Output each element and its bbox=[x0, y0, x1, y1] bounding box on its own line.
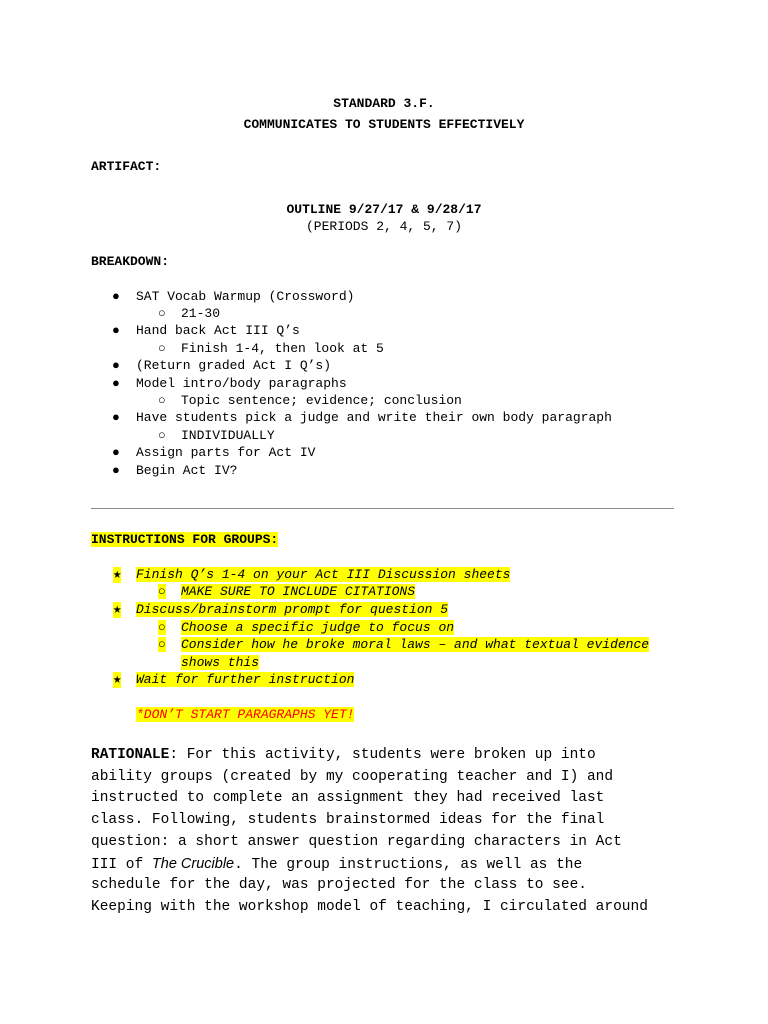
instruction-item: Consider how he broke moral laws – and what textual evidence bbox=[181, 637, 650, 652]
list-item: Have students pick a judge and write their own body paragraph bbox=[136, 410, 612, 425]
standard-heading: STANDARD 3.F. bbox=[333, 96, 435, 111]
list-item: INDIVIDUALLY bbox=[181, 428, 275, 443]
sub-bullet-icon: ○ bbox=[158, 393, 166, 408]
rationale-line: instructed to complete an assignment they had received last bbox=[91, 790, 605, 807]
horizontal-divider bbox=[91, 508, 674, 509]
instruction-item: Choose a specific judge to focus on bbox=[181, 620, 455, 635]
paragraph-warning: *DON’T START PARAGRAPHS YET! bbox=[136, 707, 355, 722]
list-item: Model intro/body paragraphs bbox=[136, 376, 347, 391]
rationale-label: RATIONALE bbox=[91, 747, 170, 763]
list-item: Assign parts for Act IV bbox=[136, 445, 316, 460]
outline-title: OUTLINE 9/27/17 & 9/28/17 bbox=[286, 202, 482, 217]
list-item: Begin Act IV? bbox=[136, 463, 238, 478]
bullet-icon: ● bbox=[112, 289, 120, 304]
rationale-line: class. Following, students brainstormed ideas for the final bbox=[91, 812, 605, 829]
star-icon: ★ bbox=[113, 602, 122, 618]
list-item: 21-30 bbox=[181, 306, 221, 321]
sub-bullet-icon: ○ bbox=[158, 341, 166, 356]
sub-bullet-icon: ○ bbox=[158, 637, 166, 652]
bullet-icon: ● bbox=[112, 376, 120, 391]
rationale-line: ability groups (created by my cooperating teacher and I) and bbox=[91, 768, 614, 785]
instruction-item: Wait for further instruction bbox=[136, 672, 355, 687]
bullet-icon: ● bbox=[112, 410, 120, 425]
periods-text: (PERIODS 2, 4, 5, 7) bbox=[305, 219, 463, 234]
rationale-line: schedule for the day, was projected for the class to see. bbox=[91, 877, 587, 894]
book-title: The Crucible bbox=[151, 855, 235, 872]
sub-bullet-icon: ○ bbox=[158, 620, 166, 635]
star-icon: ★ bbox=[113, 672, 122, 688]
instruction-item: MAKE SURE TO INCLUDE CITATIONS bbox=[181, 584, 416, 599]
list-item: Hand back Act III Q’s bbox=[136, 323, 300, 338]
bullet-icon: ● bbox=[112, 445, 120, 460]
list-item: Topic sentence; evidence; conclusion bbox=[181, 393, 462, 408]
instructions-label-text: INSTRUCTIONS FOR GROUPS: bbox=[91, 532, 279, 547]
bullet-icon: ● bbox=[112, 463, 120, 478]
instruction-item: Discuss/brainstorm prompt for question 5 bbox=[136, 602, 449, 617]
instructions-label bbox=[91, 531, 278, 549]
artifact-label: ARTIFACT: bbox=[91, 159, 162, 174]
list-item: SAT Vocab Warmup (Crossword) bbox=[136, 289, 355, 304]
sub-bullet-icon: ○ bbox=[158, 306, 166, 321]
instruction-item: shows this bbox=[181, 655, 260, 670]
breakdown-label: BREAKDOWN: bbox=[91, 254, 170, 269]
list-item: (Return graded Act I Q’s) bbox=[136, 358, 332, 373]
rationale-line: question: a short answer question regarding characters in Act bbox=[91, 833, 622, 850]
bullet-icon: ● bbox=[112, 323, 120, 338]
rationale-line: III of The Crucible. The group instructions, as well as the bbox=[91, 855, 583, 873]
sub-bullet-icon: ○ bbox=[158, 428, 166, 443]
star-icon: ★ bbox=[113, 567, 122, 583]
list-item: Finish 1-4, then look at 5 bbox=[181, 341, 384, 356]
instruction-item: Finish Q’s 1-4 on your Act III Discussion sheets bbox=[136, 567, 511, 582]
bullet-icon: ● bbox=[112, 358, 120, 373]
standard-title: COMMUNICATES TO STUDENTS EFFECTIVELY bbox=[243, 117, 525, 132]
rationale-line: Keeping with the workshop model of teaching, I circulated around bbox=[91, 898, 648, 915]
rationale-line: RATIONALE: For this activity, students were broken up into bbox=[91, 747, 596, 763]
sub-bullet-icon: ○ bbox=[158, 584, 166, 599]
